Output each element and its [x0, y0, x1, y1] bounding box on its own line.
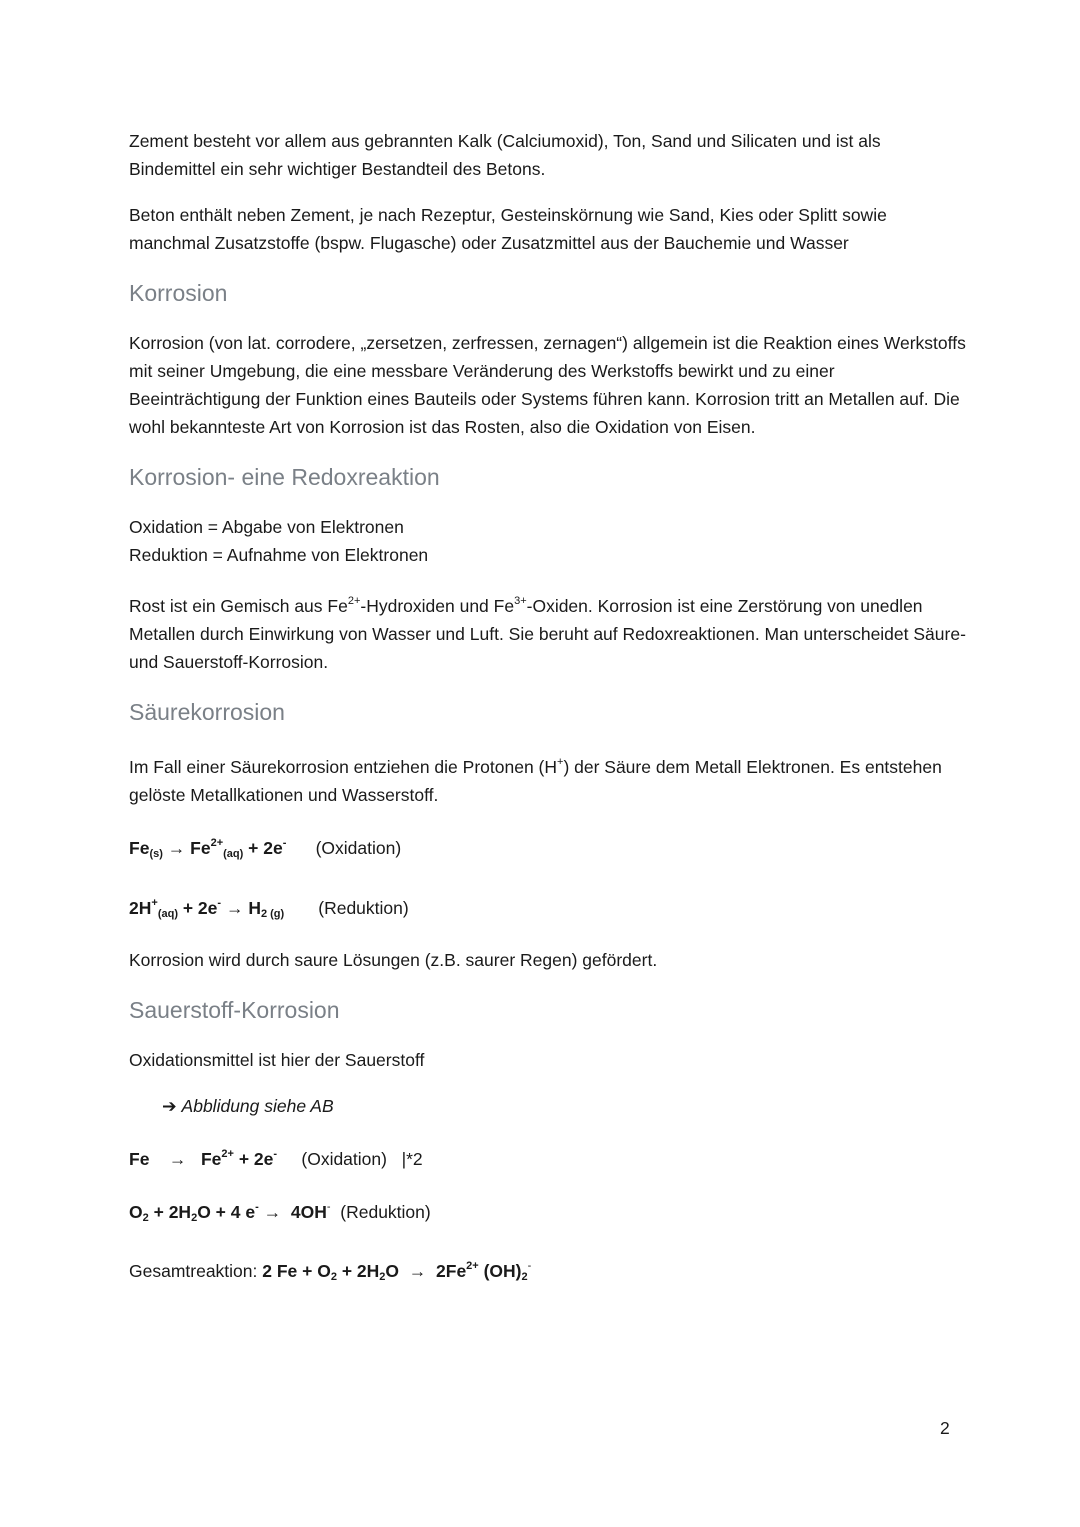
gesamt-fe2-sup: 2+	[466, 1260, 479, 1272]
eq-o: O	[129, 1202, 143, 1222]
saeure-equation-oxidation	[129, 829, 969, 868]
eq-o-4e: O + 4 e	[197, 1202, 256, 1222]
eq-e-sup: -	[217, 897, 222, 909]
sauerstoff-equation-oxidation	[129, 1140, 969, 1173]
eq-note-reduktion: (Reduktion)	[340, 1202, 431, 1222]
eq-factor: |*2	[401, 1149, 423, 1169]
heading-saeurekorrosion: Säurekorrosion	[129, 699, 285, 725]
korrosion-paragraph: Korrosion (von lat. corrodere, „zersetzen, zerfressen, zernagen“) allgemein ist die Reaktion eines Werkstoffs mit seiner Umgebung, die eine messbare Veränderung des Werkstoffs bewirkt und zu einer Beeinträchtigung der Funktion eines Bauteils oder Systems führen kann. Korrosion tritt an Metallen auf. Die wohl bekannteste Art von Korrosion ist das Rosten, also die Oxidation von Eisen.	[129, 333, 966, 437]
intro-paragraph-1: Zement besteht vor allem aus gebrannten Kalk (Calciumoxid), Ton, Sand und Silicaten und ist als Bindemittel ein sehr wichtiger Bestandteil des Betons.	[129, 131, 881, 179]
heading-korrosion: Korrosion	[129, 280, 228, 306]
eq-4oh: 4OH	[290, 1202, 327, 1222]
intro-paragraph-2: Beton enthält neben Zement, je nach Rezeptur, Gesteinskörnung wie Sand, Kies oder Splitt sowie manchmal Zusatzstoffe (bspw. Flugasche) oder Zusatzmittel aus der Bauchemie und Wasser	[129, 205, 887, 253]
eq-h-sub: (aq)	[157, 908, 178, 920]
eq-plus-e: + 2e	[243, 838, 283, 858]
hint-line	[129, 1092, 969, 1120]
gesamt-o-sub: 2	[330, 1271, 337, 1283]
saeure-footer: Korrosion wird durch saure Lösungen (z.B. saurer Regen) gefördert.	[129, 950, 658, 970]
eq-h-sup: +	[151, 897, 158, 909]
gesamt-fe: 2 Fe +	[262, 1261, 318, 1281]
eq-plus-e: + 2e	[177, 898, 218, 918]
rost-paragraph	[129, 587, 969, 676]
eq-h2: H	[248, 898, 261, 918]
eq-h2-sub: 2 (g)	[260, 908, 285, 920]
saeure-paragraph	[129, 748, 969, 809]
saeure-sup: +	[557, 756, 564, 768]
eq-fe2-sup: 2+	[221, 1148, 234, 1160]
saeure-text-b: ) der Säure dem Metall Elektronen. Es entstehen gelöste Metallkationen und Wasserstoff.	[129, 757, 942, 805]
eq-e-sup: -	[282, 837, 287, 849]
rost-text-c: -Oxiden. Korrosion ist eine Zerstörung von unedlen Metallen durch Einwirkung von Wasser und Luft. Sie beruht auf Redoxreaktionen. Man unterscheidet Säure- und Sauerstoff-Korrosion.	[129, 596, 966, 672]
eq-e-sup: -	[255, 1201, 259, 1213]
eq-h: 2H	[129, 898, 152, 918]
rost-text-b: -Hydroxiden und Fe	[360, 596, 515, 616]
eq-h-sub: 2	[191, 1212, 198, 1224]
sauerstoff-paragraph: Oxidationsmittel ist hier der Sauerstoff	[129, 1050, 425, 1070]
gesamt-o: O	[317, 1261, 331, 1281]
eq-e-sup: -	[273, 1148, 278, 1160]
gesamt-h-sub: 2	[379, 1271, 386, 1283]
eq-note-oxidation: (Oxidation)	[315, 838, 402, 858]
eq-note-oxidation: (Oxidation)	[301, 1149, 387, 1169]
eq-fe: Fe	[129, 838, 150, 858]
gesamt-label: Gesamtreaktion:	[129, 1261, 263, 1281]
gesamt-oh-sup: -	[527, 1260, 532, 1272]
eq-o-sub: 2	[142, 1212, 149, 1224]
arrow-icon: →	[263, 1202, 282, 1222]
eq-fe2: Fe	[200, 1149, 222, 1169]
redox-line-oxidation: Oxidation = Abgabe von Elektronen	[129, 517, 404, 537]
heading-redox: Korrosion- eine Redoxreaktion	[129, 464, 440, 490]
arrow-icon: →	[225, 898, 244, 918]
gesamt-oh-sub: 2	[521, 1271, 528, 1283]
gesamt-h: + 2H	[336, 1261, 380, 1281]
arrow-icon: →	[168, 1149, 187, 1169]
eq-fe: Fe	[129, 1149, 150, 1169]
gesamt-oh: (OH)	[478, 1261, 522, 1281]
page-content	[129, 127, 969, 1291]
gesamt-fe2: 2Fe	[436, 1261, 467, 1281]
hint-text: Abblidung siehe AB	[181, 1096, 334, 1116]
redox-line-reduktion: Reduktion = Aufnahme von Elektronen	[129, 545, 429, 565]
eq-oh-sup: -	[326, 1201, 331, 1213]
gesamt-o-end: O	[385, 1261, 400, 1281]
page-number: 2	[940, 1418, 950, 1438]
rost-sup-b: 3+	[514, 595, 527, 607]
saeure-text-a: Im Fall einer Säurekorrosion entziehen die Protonen (H	[129, 757, 557, 777]
arrow-icon: →	[167, 838, 186, 858]
eq-plus-e: + 2e	[233, 1149, 274, 1169]
eq-h2o-h: + 2H	[148, 1202, 192, 1222]
eq-note-reduktion: (Reduktion)	[318, 898, 409, 918]
arrow-right-icon: ➔	[162, 1096, 177, 1116]
saeure-equation-reduktion	[129, 889, 969, 928]
heading-sauerstoff-korrosion: Sauerstoff-Korrosion	[129, 997, 340, 1023]
rost-sup-a: 2+	[347, 595, 361, 607]
sauerstoff-equation-reduktion	[129, 1193, 969, 1232]
arrow-icon: →	[408, 1261, 427, 1281]
eq-fe2-sup: 2+	[210, 837, 224, 849]
rost-text-a: Rost ist ein Gemisch aus Fe	[129, 596, 348, 616]
eq-fe2: Fe	[190, 838, 211, 858]
eq-fe2-sub: (aq)	[223, 848, 244, 860]
gesamtreaktion	[129, 1252, 969, 1291]
eq-fe-sub: (s)	[149, 848, 163, 860]
